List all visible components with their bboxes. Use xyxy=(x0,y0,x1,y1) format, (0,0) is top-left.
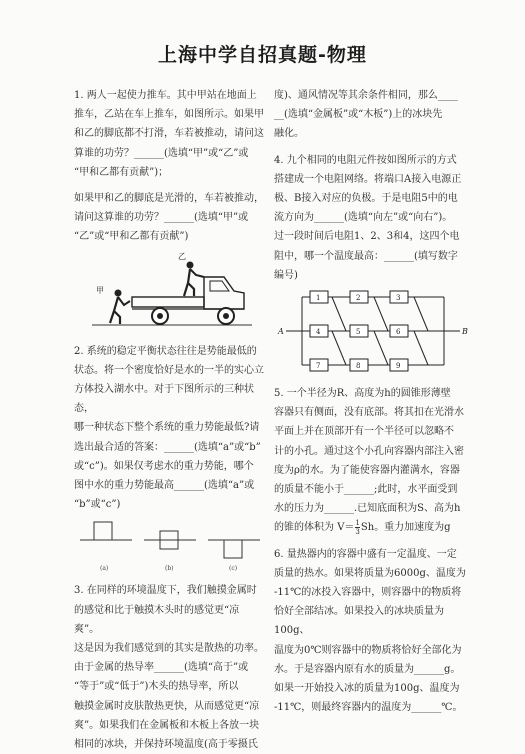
resistor-network-figure xyxy=(274,285,472,377)
text-line: -11℃的冰投入容器中，则容器中的物质将 xyxy=(274,587,462,599)
text-line: 极、B接入对应的负极。于是电阻5中的电 xyxy=(274,193,458,205)
text-line: 恰好全部结冰。如果投入的冰块质量为100g、 xyxy=(274,606,444,637)
text-line: 6. 量热器内的容器中盛有一定温度、一定 xyxy=(274,548,457,560)
text-line: 5. 一个半径为R、高度为h的圆锥形薄壁 xyxy=(274,388,451,400)
terminal-b: B xyxy=(462,327,468,337)
text-line: -11℃，则最终容器内的温度为______℃。 xyxy=(274,702,463,714)
resistor-7-label: 7 xyxy=(316,362,321,371)
right-column xyxy=(274,86,472,717)
text-line: 容器只有侧面，没有底部。将其扣在光滑水 xyxy=(274,407,464,419)
text-line: 状态。将一个密度恰好是水的一半的实心立 xyxy=(74,364,264,376)
resistor-6-label: 6 xyxy=(396,328,401,337)
text-line: 选出最合适的答案：______(选填“a”或“b” xyxy=(74,441,261,453)
text-line: 平面上并在顶部开有一个半径可以忽略不 xyxy=(274,426,454,438)
text-line: “乙”或“甲和乙都有贡献”) xyxy=(74,231,189,243)
text-line: 度为ρ的水。为了能使容器内灌满水，容器 xyxy=(274,464,460,476)
fraction-one-third: $\frac{1}{3}$ xyxy=(355,519,360,537)
page-title: 上海中学自招真题-物理 xyxy=(158,44,367,66)
label-yi: 乙 xyxy=(178,251,186,261)
text-line: 图中水的重力势能最高______(选填“a”或 xyxy=(74,480,255,492)
text-line: 的质量不能小于______;此时，水平面受到 xyxy=(274,484,458,496)
text-line: 编号) xyxy=(274,269,298,281)
text-line: 这是因为我们感觉到的其实是散热的功率。 xyxy=(74,643,264,655)
resistor-4-label: 4 xyxy=(316,328,321,337)
text-line: 哪一种状态下整个系统的重力势能最低?请 xyxy=(74,422,260,434)
text-line: 度)、通风情况等其余条件相同，那么____ xyxy=(274,90,458,101)
text-line: 水。于是容器内原有水的质量为______g。 xyxy=(274,663,461,675)
text-line: 质量的热水。如果将质量为6000g、温度为 xyxy=(274,567,466,579)
text-line: “b”或“c”) xyxy=(74,499,121,511)
truck-figure xyxy=(74,247,264,335)
label-c: (c) xyxy=(229,565,238,573)
text-line: 搭建成一个电阻网络。将端口A接入电源正 xyxy=(274,173,462,185)
text-line: 如果一开始投入冰的质量为100g、温度为 xyxy=(274,683,460,695)
label-jia: 甲 xyxy=(96,285,104,295)
question-5 xyxy=(274,384,472,538)
cube-states-figure xyxy=(74,514,264,574)
formula-suffix: 。重力加速度为g xyxy=(374,522,451,534)
text-line: 4. 九个相同的电阻元件按如图所示的方式 xyxy=(274,154,457,166)
resistor-2-label: 2 xyxy=(356,294,361,303)
text-line: __(选填“金属板”或“木板”)上的冰块先 xyxy=(274,109,443,121)
text-line: 流方向为______(选填“向左”或“向右”)。 xyxy=(274,212,453,224)
text-line: “等于”或“低于”)木头的热导率，所以 xyxy=(74,681,239,693)
question-3-continued xyxy=(274,86,472,144)
terminal-a: A xyxy=(278,327,284,337)
text-line: 相同的冰块，并保持环境温度(高于零摄氏 xyxy=(74,739,258,751)
question-2 xyxy=(74,342,264,515)
text-line: 触摸金属时皮肤散热更快，从而感觉更“凉 xyxy=(74,700,260,712)
text-line: 方体投入湖水中。对于下图所示的三种状态， xyxy=(74,384,254,415)
formula-v: V＝ xyxy=(337,522,355,534)
label-b: (b) xyxy=(165,565,174,573)
question-6 xyxy=(274,545,472,718)
text-line: 爽”。如果我们在金属板和木板上各放一块 xyxy=(74,719,260,731)
text-line: 和乙的脚底都不打滑，车若被推动，请问这 xyxy=(74,128,264,140)
question-4 xyxy=(274,151,472,285)
resistor-9-label: 9 xyxy=(396,362,401,371)
text-line: 计的小孔。通过这个小孔向容器内部注入密 xyxy=(274,445,464,457)
text-line: 3. 在同样的环境温度下，我们触摸金属时 xyxy=(74,585,257,597)
text-line: “甲和乙都有贡献”)； xyxy=(74,166,169,178)
text-line: 或“c”)。如果仅考虑水的重力势能，哪个 xyxy=(74,460,254,472)
text-line: 推车，乙站在车上推车，如图所示。如果甲 xyxy=(74,109,264,121)
formula-line xyxy=(274,518,472,537)
text-line: 融化。 xyxy=(274,128,304,140)
left-column xyxy=(74,86,264,754)
text-line: 由于金属的热导率______(选填“高于”或 xyxy=(74,662,249,674)
resistor-8-label: 8 xyxy=(356,362,361,371)
text-line: 水的压力为______.已知底面积为S、高为h xyxy=(274,503,461,515)
text-line: 算谁的功劳？______(选填“甲”或“乙”或 xyxy=(74,147,249,159)
text-line: 过一段时间后电阻1、2、3和4，这四个电 xyxy=(274,231,460,243)
resistor-1-label: 1 xyxy=(316,294,321,303)
text-line: 2. 系统的稳定平衡状态往往是势能最低的 xyxy=(74,345,257,357)
text-line: 的感觉和比于触摸木头时的感觉更“凉爽”。 xyxy=(74,604,240,635)
text-line: 温度为0℃则容器中的物质将恰好全部化为 xyxy=(274,644,462,656)
formula-prefix: 的锥的体积为 xyxy=(274,522,334,534)
text-line: 阻中，哪一个温度最高：______(填写数字 xyxy=(274,250,458,262)
resistor-3-label: 3 xyxy=(396,294,401,303)
question-3 xyxy=(74,581,264,754)
text-line: 如果甲和乙的脚底是光滑的，车若被推动， xyxy=(74,193,264,205)
question-1 xyxy=(74,86,264,247)
formula-sh: Sh xyxy=(360,522,375,534)
label-a: (a) xyxy=(100,565,109,573)
text-line: 1. 两人一起使力推车。其中甲站在地面上 xyxy=(74,90,257,101)
text-line: 请问这算谁的功劳？______(选填“甲”或 xyxy=(74,212,249,224)
resistor-5-label: 5 xyxy=(356,328,361,337)
